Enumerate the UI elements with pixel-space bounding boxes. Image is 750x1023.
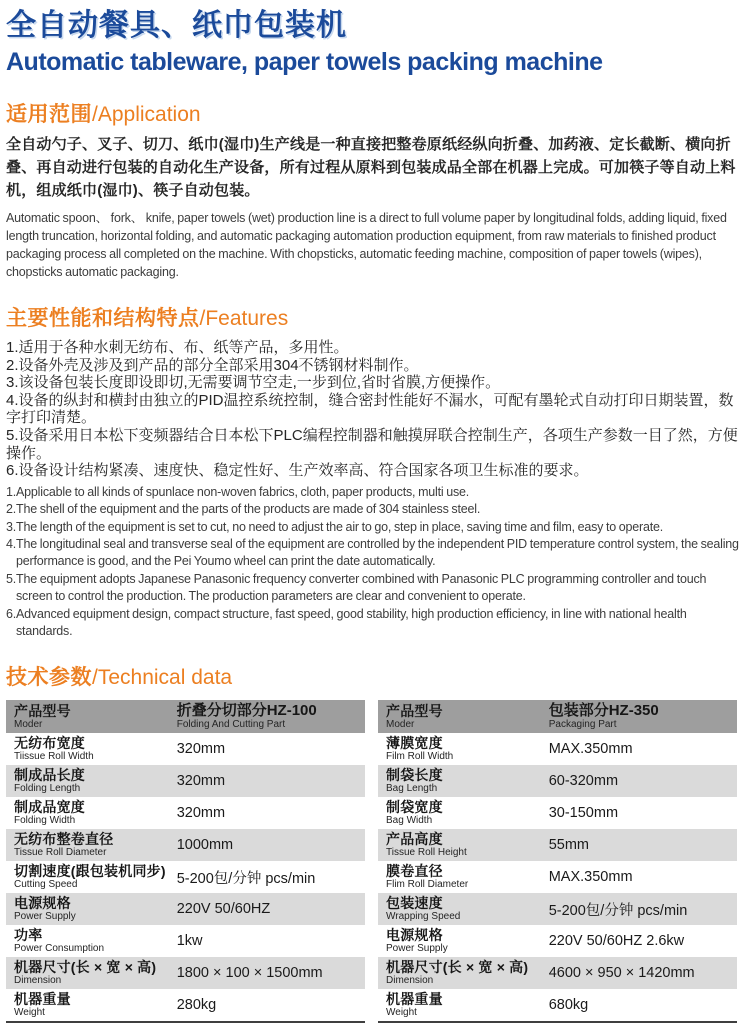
table-row [6, 989, 365, 1021]
feature-item-zh: 1.适用于各种水刺无纺布、布、纸等产品，多用性。 [6, 339, 349, 356]
page-title-en: Automatic tableware, paper towels packing machine [6, 48, 603, 76]
header-label-cell [378, 701, 547, 733]
row-label-zh: 产品高度 [386, 831, 443, 848]
row-label-en: Weight [386, 1007, 417, 1019]
header-value-cell [547, 700, 737, 733]
header-value-zh: 折叠分切部分HZ-100 [176, 702, 317, 720]
feature-list-zh [6, 339, 742, 480]
row-label-zh: 制袋长度 [386, 767, 443, 784]
table-row [378, 861, 737, 893]
row-value: 1800 × 100 × 1500mm [176, 965, 323, 982]
row-value: 220V 50/60HZ 2.6kw [548, 933, 685, 950]
spec-table-folding-cutting [6, 700, 365, 1023]
row-value: 320mm [176, 773, 226, 790]
header-label-zh: 产品型号 [14, 702, 71, 719]
table-row [378, 957, 737, 989]
row-label-en: Dimension [14, 975, 62, 987]
table-row [378, 925, 737, 957]
feature-item-zh: 3.该设备包装长度即设即切,无需要调节空走,一步到位,省时省膜,方便操作。 [6, 374, 501, 392]
table-row [378, 893, 737, 925]
row-value: 320mm [176, 805, 226, 822]
table-row [6, 765, 365, 797]
row-label-en: Power Consumption [14, 943, 105, 955]
table-row [6, 957, 365, 989]
section-heading-technical-data [6, 665, 742, 691]
table-row [378, 797, 737, 829]
feature-item-en: 2.The shell of the equipment and the parts of the products are made of 304 stainless steel. [6, 502, 481, 517]
row-value: 280kg [176, 997, 217, 1014]
table-header-row [6, 700, 365, 733]
row-label-en: Cutting Speed [14, 879, 78, 891]
section-heading-features [6, 306, 742, 332]
row-label-zh: 机器尺寸(长 × 宽 × 高) [14, 959, 157, 976]
header-value-en: Packaging Part [548, 719, 617, 731]
row-value: 60-320mm [548, 773, 619, 790]
technical-heading-en: /Technical data [92, 666, 233, 690]
table-row [6, 925, 365, 957]
row-value: 320mm [176, 741, 226, 758]
feature-item-en: 4.The longitudinal seal and transverse seal of the equipment are controlled by the independent PID temperature control system, the sealing performance is good, and the Pei Youmo wheel can print the date automatically. [6, 536, 739, 569]
feature-item-en: 1.Applicable to all kinds of spunlace non-woven fabrics, cloth, paper products, multi use. [6, 484, 470, 499]
page-title-zh: 全自动餐具、纸巾包装机 [6, 9, 347, 42]
row-label-zh: 功率 [14, 927, 43, 944]
header-value-en: Folding And Cutting Part [176, 719, 286, 731]
feature-item-zh: 5.设备采用日本松下变频器结合日本松下PLC编程控制器和触摸屏联合控制生产，各项生产参数一目了然，方便操作。 [6, 426, 738, 462]
feature-item-en: 3.The length of the equipment is set to cut, no need to adjust the air to go, step in place, saving time and film, easy to operate. [6, 519, 664, 534]
table-row [6, 797, 365, 829]
table-row [6, 733, 365, 765]
row-label-en: Weight [14, 1007, 45, 1019]
row-label-en: Folding Width [14, 815, 76, 827]
header-label-cell [6, 701, 175, 733]
row-label-zh: 切割速度(跟包装机同步) [14, 863, 166, 880]
row-label-en: Power Supply [14, 911, 76, 923]
feature-item-zh: 4.设备的纵封和横封由独立的PID温控系统控制，缝合密封性能好不漏水，可配有墨轮式自动打印日期装置，数字打印清楚。 [6, 391, 734, 427]
row-value: MAX.350mm [548, 869, 633, 886]
row-label-zh: 无纺布整卷直径 [14, 831, 114, 848]
application-heading-en: /Application [92, 103, 201, 126]
row-label-zh: 制成品宽度 [14, 799, 85, 816]
row-label-en: Bag Length [386, 783, 438, 795]
row-label-zh: 薄膜宽度 [386, 735, 443, 752]
row-label-en: Power Supply [386, 943, 448, 955]
row-value: MAX.350mm [548, 741, 633, 758]
row-value: 30-150mm [548, 805, 619, 822]
application-body-zh: 全自动勺子、叉子、切刀、纸巾(湿巾)生产线是一种直接把整卷原纸经纵向折叠、加药液、定长截断、横向折叠、再自动进行包装的自动化生产设备，所有过程从原料到包装成品全部在机器上完成。可加筷子等自动上料机，组成纸巾(湿巾)、筷子自动包装。 [6, 136, 736, 199]
header-label-en: Moder [14, 718, 43, 730]
row-label-en: Wrapping Speed [386, 911, 461, 923]
row-label-en: Bag Width [386, 815, 433, 827]
row-label-en: Flim Roll Diameter [386, 879, 469, 891]
features-heading-en: /Features [199, 307, 289, 330]
row-label-zh: 电源规格 [386, 927, 443, 944]
technical-tables [6, 700, 742, 1023]
row-value: 1000mm [176, 837, 234, 854]
row-value: 1kw [176, 933, 203, 950]
row-label-en: Tissue Roll Height [386, 847, 467, 859]
row-label-zh: 制成品长度 [14, 767, 85, 784]
row-label-en: Film Roll Width [386, 751, 454, 763]
row-label-zh: 制袋宽度 [386, 799, 443, 816]
header-value-zh: 包装部分HZ-350 [548, 702, 659, 720]
features-heading-zh: 主要性能和结构特点 [6, 307, 200, 330]
row-label-zh: 电源规格 [14, 895, 71, 912]
row-label-en: Tissue Roll Diameter [14, 847, 107, 859]
feature-list-en [6, 484, 742, 641]
row-label-zh: 包装速度 [386, 895, 443, 912]
header-label-en: Moder [386, 718, 415, 730]
application-heading-zh: 适用范围 [6, 103, 92, 126]
table-row [378, 989, 737, 1021]
table-row [378, 733, 737, 765]
row-value: 220V 50/60HZ [176, 901, 271, 918]
row-label-zh: 机器尺寸(长 × 宽 × 高) [386, 959, 529, 976]
application-body-en: Automatic spoon、 fork、 knife, paper towels (wet) production line is a direct to full volume paper by longitudinal folds, adding liquid, fixed length truncation, horizontal folding, and automatic packaging automation production equipment, from raw materials to finished product packaging process all completed on the machine. With chopsticks, automatic feeding machine, composition of paper towels (wipes), chopsticks automatic packaging. [6, 211, 727, 279]
table-row [6, 861, 365, 893]
row-label-zh: 机器重量 [386, 991, 443, 1008]
table-row [378, 765, 737, 797]
table-row [6, 829, 365, 861]
row-value: 4600 × 950 × 1420mm [548, 965, 695, 982]
header-label-zh: 产品型号 [386, 702, 443, 719]
header-value-cell [175, 700, 365, 733]
row-label-zh: 无纺布宽度 [14, 735, 85, 752]
technical-heading-zh: 技术参数 [6, 666, 92, 690]
feature-item-zh: 2.设备外壳及涉及到产品的部分全部采用304不锈钢材料制作。 [6, 356, 419, 374]
row-label-en: Tiissue Roll Width [14, 751, 94, 763]
table-row [378, 829, 737, 861]
feature-item-zh: 6.设备设计结构紧凑、速度快、稳定性好、生产效率高、符合国家各项卫生标准的要求。 [6, 462, 589, 480]
row-value: 55mm [548, 837, 590, 854]
table-header-row [378, 700, 737, 733]
row-value: 5-200包/分钟 pcs/min [548, 902, 688, 919]
feature-item-en: 5.The equipment adopts Japanese Panasonic frequency converter combined with Panasonic PLC programming controller and touch screen to control the production. The production parameters are clear and convenient to operate. [6, 571, 707, 604]
spec-table-packaging [378, 700, 737, 1023]
row-label-en: Dimension [386, 975, 434, 987]
row-label-zh: 膜卷直径 [386, 863, 443, 880]
section-heading-application [6, 102, 742, 128]
row-value: 680kg [548, 997, 589, 1014]
row-label-en: Folding Length [14, 783, 81, 795]
row-label-zh: 机器重量 [14, 991, 71, 1008]
table-row [6, 893, 365, 925]
feature-item-en: 6.Advanced equipment design, compact structure, fast speed, good stability, high production efficiency, in line with national health standards. [6, 606, 687, 638]
row-value: 5-200包/分钟 pcs/min [176, 870, 316, 887]
